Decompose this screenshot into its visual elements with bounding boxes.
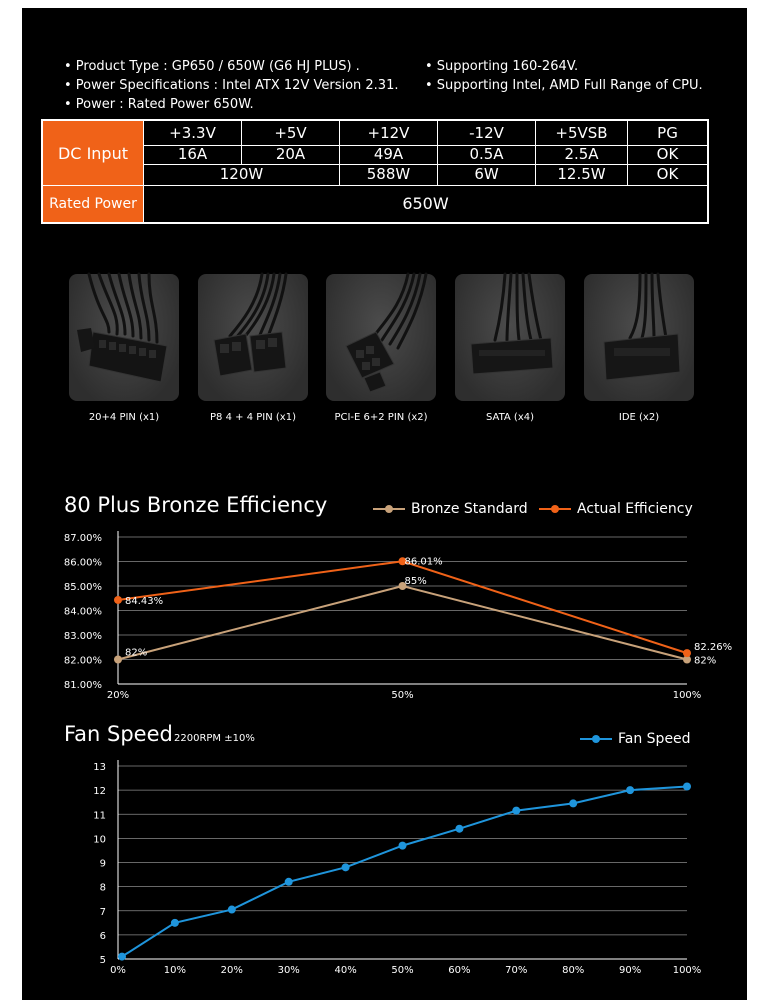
y-tick-label: 13 (93, 762, 106, 773)
dc-output-table (41, 119, 709, 224)
y-tick-label: 6 (99, 930, 106, 942)
x-tick-label: 50% (391, 965, 414, 976)
y-tick-label: 9 (99, 858, 106, 870)
x-tick-label: 100% (672, 965, 702, 976)
y-tick-label: 5 (99, 955, 106, 966)
actual-point (683, 649, 691, 657)
x-tick-label: 90% (618, 965, 642, 976)
bronze-series-line (118, 586, 687, 660)
amps-12v: 49A (373, 145, 404, 163)
actual-data-label: 84.43% (125, 595, 164, 607)
x-tick-label: 0% (110, 965, 126, 976)
header-pg: PG (657, 123, 678, 142)
spec-voltage-range: • Supporting 160-264V. (425, 59, 579, 74)
bronze-data-label: 82% (125, 647, 148, 659)
x-tick-label: 20% (106, 690, 130, 701)
fan-chart-subtitle: 2200RPM ±10% (174, 733, 255, 744)
legend-actual-efficiency (539, 501, 693, 517)
connector-card-pcie (326, 274, 436, 401)
legend-bronze-label: Bronze Standard (411, 501, 528, 517)
x-tick-label: 10% (163, 965, 187, 976)
fan-point (455, 825, 463, 833)
x-tick-label: 70% (505, 965, 528, 976)
actual-data-label: 82.26% (694, 642, 733, 654)
efficiency-chart (22, 525, 733, 705)
y-tick-label: 10 (93, 834, 106, 846)
x-tick-label: 60% (448, 965, 471, 976)
rated-power-label: Rated Power (43, 186, 143, 222)
y-tick-label: 83.00% (63, 631, 102, 642)
pcie-connector-icon (326, 274, 436, 401)
connector-card-atx (69, 274, 179, 401)
legend-fan-label: Fan Speed (618, 731, 691, 747)
fan-point (118, 953, 126, 961)
y-tick-label: 7 (99, 906, 106, 918)
actual-legend-marker (539, 504, 571, 514)
fan-point (512, 807, 520, 815)
dc-input-label: DC Input (43, 121, 143, 185)
connector-label-atx: 20+4 PIN (x1) (88, 412, 160, 423)
actual-series-line (118, 561, 687, 653)
sata-connector-icon (455, 274, 565, 401)
connector-card-ide (584, 274, 694, 401)
amps-5vsb: 2.5A (564, 145, 599, 163)
y-tick-label: 86.00% (63, 557, 102, 569)
fan-point (228, 906, 236, 914)
y-tick-label: 87.00% (63, 533, 102, 544)
header-3v3: +3.3V (169, 123, 216, 142)
x-tick-label: 20% (220, 965, 243, 976)
y-tick-label: 81.00% (63, 680, 102, 691)
y-tick-label: 11 (93, 810, 106, 822)
x-tick-label: 50% (391, 690, 414, 701)
bronze-data-label: 85% (404, 576, 427, 587)
header-12v: +12V (367, 123, 410, 142)
fan-point (683, 783, 691, 791)
fan-point (569, 799, 577, 807)
bronze-data-label: 82% (694, 655, 717, 667)
amps-5v: 20A (275, 145, 306, 163)
legend-actual-label: Actual Efficiency (577, 501, 693, 517)
x-tick-label: 100% (672, 690, 702, 701)
fan-point (171, 919, 179, 927)
connector-label-ide: IDE (x2) (618, 412, 660, 423)
y-tick-label: 8 (99, 882, 106, 894)
spec-cpu-support: • Supporting Intel, AMD Full Range of CPU. (425, 78, 703, 93)
spec-power-specifications: • Power Specifications : Intel ATX 12V Version 2.31. (64, 78, 399, 93)
y-tick-label: 84.00% (63, 606, 102, 618)
header-5v: +5V (274, 123, 307, 142)
fan-point (399, 842, 407, 850)
fan-chart-title: Fan Speed (64, 722, 173, 746)
watts-minus-12v: 6W (474, 165, 499, 183)
eps-8pin-connector-icon (198, 274, 308, 401)
spec-product-type: • Product Type : GP650 / 650W (G6 HJ PLUS) . (64, 59, 360, 74)
legend-fan-speed (580, 731, 691, 747)
y-tick-label: 85.00% (63, 582, 102, 593)
connector-card-eps (198, 274, 308, 401)
actual-point (114, 596, 122, 604)
x-tick-label: 80% (562, 965, 585, 976)
connector-label-sata: SATA (x4) (485, 412, 535, 423)
connector-card-sata (455, 274, 565, 401)
bronze-legend-marker (373, 504, 405, 514)
spec-rated-power: • Power : Rated Power 650W. (64, 97, 254, 112)
fan-speed-chart (22, 755, 712, 980)
amps-minus-12v: 0.5A (469, 145, 504, 163)
header-minus-12v: -12V (469, 123, 504, 142)
watts-3v3-5v-combined: 120W (219, 165, 264, 183)
molex-connector-icon (584, 274, 694, 401)
y-tick-label: 12 (93, 786, 106, 798)
connector-label-pcie: PCI-E 6+2 PIN (x2) (334, 412, 428, 423)
efficiency-chart-title: 80 Plus Bronze Efficiency (64, 493, 328, 517)
fan-point (285, 878, 293, 886)
x-tick-label: 40% (334, 965, 357, 976)
fan-series-line (122, 787, 687, 957)
rated-power-value: 650W (402, 194, 449, 213)
header-5vsb: +5VSB (555, 123, 608, 142)
connector-label-eps: P8 4 + 4 PIN (x1) (210, 412, 296, 423)
watts-pg: OK (656, 165, 679, 183)
amps-pg: OK (656, 145, 679, 163)
watts-5vsb: 12.5W (557, 165, 606, 183)
legend-bronze-standard (373, 501, 528, 517)
amps-3v3: 16A (177, 145, 208, 163)
fan-point (342, 863, 350, 871)
watts-12v: 588W (366, 165, 411, 183)
fan-point (626, 786, 634, 794)
actual-data-label: 86.01% (404, 556, 443, 568)
fan-legend-marker (580, 734, 612, 744)
atx-24pin-connector-icon (69, 274, 179, 401)
x-tick-label: 30% (277, 965, 300, 976)
y-tick-label: 82.00% (63, 655, 102, 667)
bronze-point (114, 656, 122, 664)
